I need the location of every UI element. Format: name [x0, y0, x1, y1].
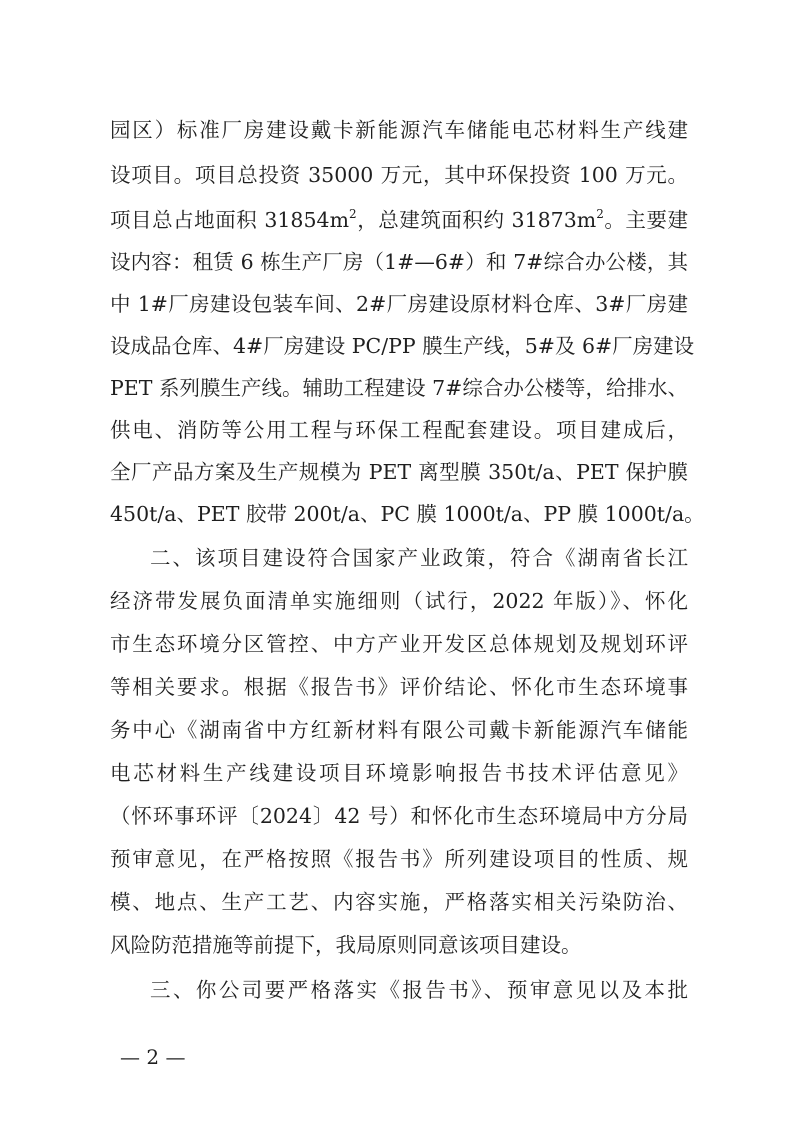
- text-line-9: 全厂产品方案及生产规模为 PET 离型膜 350t/a、PET 保护膜: [110, 460, 688, 484]
- text-line-1: 园区）标准厂房建设戴卡新能源汽车储能电芯材料生产线建: [110, 118, 688, 142]
- text-line-16: 电芯材料生产线建设项目环境影响报告书技术评估意见》: [110, 761, 688, 785]
- text-line-19: 模、地点、生产工艺、内容实施，严格落实相关污染防治、: [110, 890, 688, 914]
- text-line-5: 中 1#厂房建设包装车间、2#厂房建设原材料仓库、3#厂房建: [110, 292, 688, 316]
- text-line-13: 市生态环境分区管控、中方产业开发区总体规划及规划环评: [110, 632, 688, 656]
- text-segment: ，总建筑面积约 31873m: [356, 208, 597, 232]
- text-line-6: 设成品仓库、4#厂房建设 PC/PP 膜生产线，5#及 6#厂房建设: [110, 334, 695, 358]
- text-line-21: 三、你公司要严格落实《报告书》、预审意见以及本批: [150, 978, 688, 1002]
- text-line-3: [110, 205, 688, 235]
- text-line-18: 预审意见，在严格按照《报告书》所列建设项目的性质、规: [110, 847, 688, 871]
- text-line-15: 务中心《湖南省中方红新材料有限公司戴卡新能源汽车储能: [110, 718, 688, 742]
- superscript: 2: [596, 207, 604, 221]
- text-line-17: （怀环事环评〔2024〕42 号）和怀化市生态环境局中方分局: [110, 804, 688, 828]
- text-line-12: 经济带发展负面清单实施细则（试行，2022 年版）》、怀化: [110, 589, 688, 613]
- text-line-14: 等相关要求。根据《报告书》评价结论、怀化市生态环境事: [110, 675, 688, 699]
- text-line-7: PET 系列膜生产线。辅助工程建设 7#综合办公楼等，给排水、: [110, 376, 688, 400]
- text-line-10: 450t/a、PET 胶带 200t/a、PC 膜 1000t/a、PP 膜 1000t/a。: [110, 502, 705, 526]
- text-segment: 。主要建: [603, 208, 689, 232]
- page-number: — 2 —: [120, 1045, 186, 1069]
- text-segment: 项目总占地面积 31854m: [110, 208, 350, 232]
- text-line-4: 设内容：租赁 6 栋生产厂房（1#—6#）和 7#综合办公楼，其: [110, 250, 688, 274]
- text-line-2: 设项目。项目总投资 35000 万元，其中环保投资 100 万元。: [110, 163, 688, 187]
- text-line-20: 风险防范措施等前提下，我局原则同意该项目建设。: [110, 933, 582, 957]
- superscript: 2: [349, 207, 357, 221]
- text-line-8: 供电、消防等公用工程与环保工程配套建设。项目建成后，: [110, 418, 688, 442]
- text-line-11: 二、该项目建设符合国家产业政策，符合《湖南省长江: [150, 546, 688, 570]
